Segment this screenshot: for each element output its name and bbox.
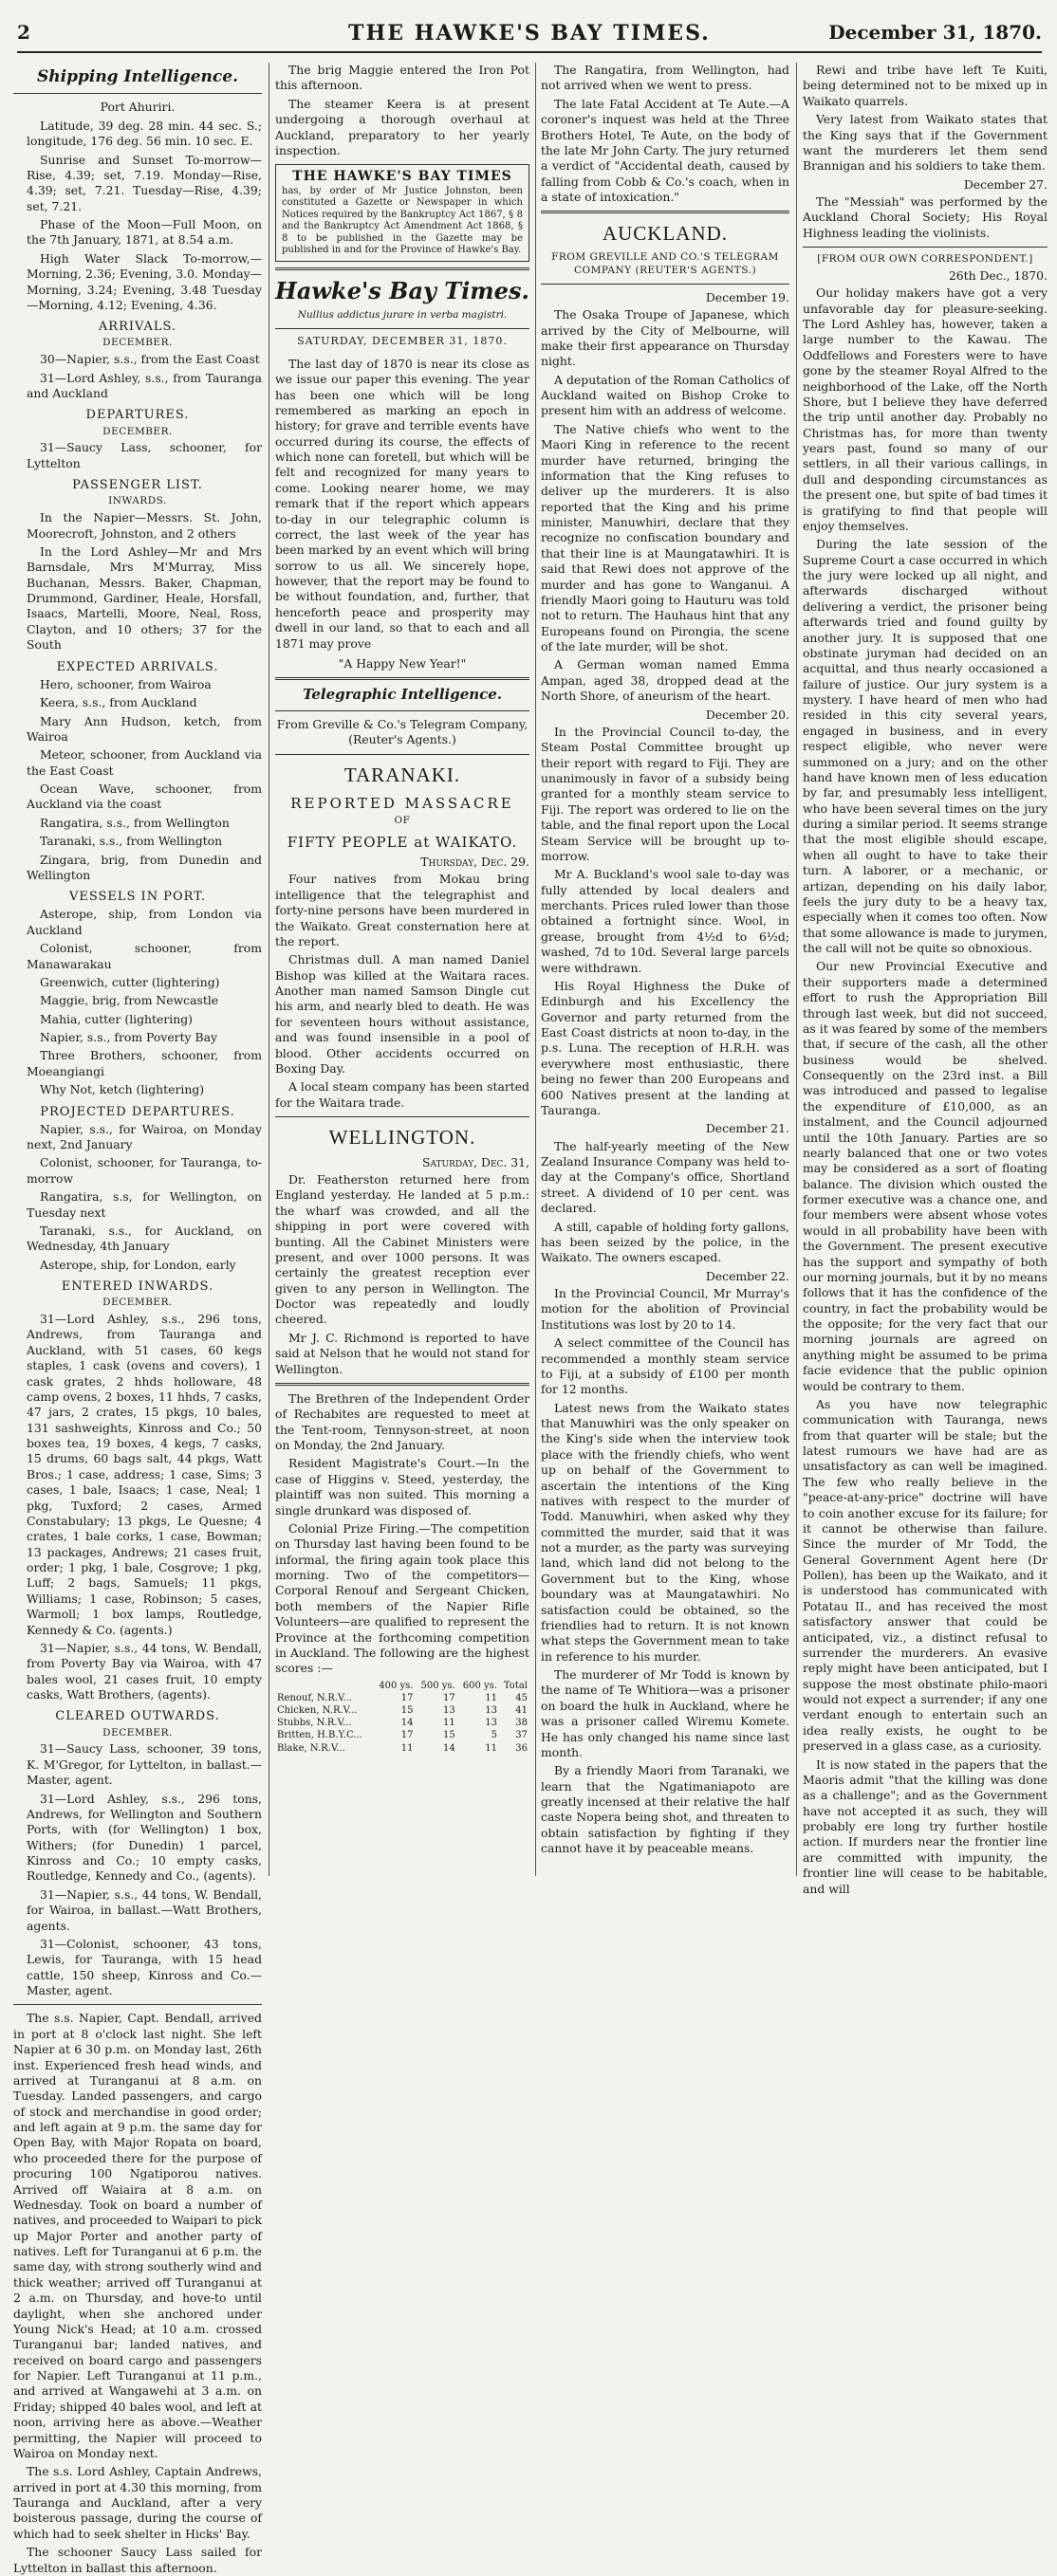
text-item: The brig Maggie entered the Iron Pot this afternoon. bbox=[275, 63, 529, 93]
wellington-paras bbox=[275, 1172, 529, 1377]
divider bbox=[275, 267, 529, 270]
text-item: A deputation of the Roman Catholics of Auckland waited on Bishop Croke to present him with an address of welcome. bbox=[541, 372, 789, 418]
text-item: Asterope, ship, from London via Auckland bbox=[27, 907, 262, 937]
scores-table bbox=[275, 1680, 529, 1755]
text-item: Taranaki, s.s., for Auckland, on Wednesday, 4th January bbox=[27, 1223, 262, 1254]
scores-cell: 13 bbox=[485, 1705, 497, 1717]
auckland-title: AUCKLAND. bbox=[602, 222, 729, 246]
massacre-of: OF bbox=[394, 815, 411, 827]
scores-cell: 5 bbox=[491, 1730, 497, 1741]
date-dec19: December 19. bbox=[705, 289, 789, 304]
text-item: As you have now telegraphic communication with Tauranga, news from that quarter will be stale; but the latest rumours we have had are as unsatisfactory as can well be imagined. The few who really believe in the "peace-at-any-price" doctrine will have to coin another excuse for its failure; for it cannot be otherwise than failure. Since the murder of Mr Todd, the General Government Agent here (Dr Pollen), has been up the Waikato, and it is understood has communicated with Potatau II., and has received the most satisfactory answer that could be anticipated, viz., a distinct refusal to surrender the murderers. An evasive reply might have been anticipated, but I suppose the most obstinate philo-maori would not expect a surrender; if any one verdant enough to entertain such an idea really exists, he ought to be preserved in a glass case, as a curiosity. bbox=[803, 1396, 1048, 1754]
text-item: Christmas dull. A man named Daniel Bishop was killed at the Waitara races. Another man named Samson Dingle cut his arm, and nearly bled to death. He was for seventeen hours without assistance, and was found insensible in a pool of blood. Other accidents occurred on Boxing Day. bbox=[275, 952, 529, 1076]
scores-cell: 11 bbox=[400, 1742, 414, 1754]
scores-cell: 45 bbox=[515, 1692, 528, 1703]
issue-date: December 31, 1870. bbox=[828, 21, 1042, 44]
date-dec20: December 20. bbox=[705, 707, 789, 722]
text-item: Dr. Featherston returned here from England yesterday. He landed at 5 p.m.: the wharf was crowded, and all the shipping in port were covered with bunting. All the Cabinet Ministers were present, and over 1000 persons. It was certainly the greatest reception ever given to any person in Wellington. The Doctor was repeatedly and loudly cheered. bbox=[275, 1172, 529, 1327]
text-item: 30—Napier, s.s., from the East Coast bbox=[40, 352, 260, 367]
taranaki-title: TARANAKI. bbox=[343, 763, 461, 786]
text-item: 31—Napier, s.s., 44 tons, W. Bendall, for Wairoa, in ballast.—Watt Brothers, agents. bbox=[27, 1886, 262, 1933]
dec22-paras bbox=[541, 1286, 789, 1857]
correspondent-date: 26th Dec., 1870. bbox=[948, 267, 1048, 283]
text-item: 31—Saucy Lass, schooner, for Lyttelton bbox=[27, 440, 262, 470]
scores-cell: 14 bbox=[442, 1742, 455, 1754]
text-item: Colonial Prize Firing.—The competition on Thursday last having been found to be informal, the firing again took place this morning. Two of the competitors—Corporal Renouf and Sergeant Chicken, both members of the Napier Rifle Volunteers—are qualified to represent the Province at the forthcoming competition in Auckland. The following are the highest scores :— bbox=[275, 1520, 529, 1676]
column-divider bbox=[796, 63, 797, 1876]
gazette-notice bbox=[275, 164, 529, 262]
divider bbox=[275, 754, 529, 755]
notice-body: has, by order of Mr Justice Johnston, been constituted a Gazette or Newspaper in which Notices required by the Bankruptcy Act 1867, § 8 and the Bankruptcy Act Amendment Act 1868, § 8 to be published in the Gazette may be published in and for the Province of Hawke's Bay. bbox=[282, 185, 523, 256]
motto: Nullius addictus jurare in verba magistri. bbox=[297, 309, 508, 322]
text-item: The schooner Saucy Lass sailed for Lyttelton in ballast this afternoon. bbox=[13, 2545, 262, 2575]
scores-cell: 11 bbox=[485, 1692, 497, 1703]
text-item: Ocean Wave, schooner, from Auckland via the coast bbox=[27, 782, 262, 812]
scores-header-cell: 500 ys. bbox=[420, 1680, 455, 1691]
section-heading-shipping: Shipping Intelligence. bbox=[37, 67, 238, 86]
entered-title: ENTERED INWARDS. bbox=[61, 1279, 214, 1295]
divider bbox=[541, 211, 789, 213]
divider bbox=[275, 1116, 529, 1117]
text-item: Mary Ann Hudson, ketch, from Wairoa bbox=[27, 713, 262, 744]
text-item: Latitude, 39 deg. 28 min. 44 sec. S.; longitude, 176 deg. 56 min. 10 sec. E. bbox=[27, 118, 262, 149]
text-item: A local steam company has been started for the Waitara trade. bbox=[275, 1079, 529, 1110]
telegraphic-source: From Greville & Co.'s Telegram Company, (Reuter's Agents.) bbox=[276, 717, 528, 747]
departures-list bbox=[13, 440, 262, 471]
divider bbox=[275, 328, 529, 329]
text-item: Rewi and tribe have left Te Kuiti, being determined not to be mixed up in Waikato quarrels. bbox=[803, 63, 1048, 108]
text-item: Sunrise and Sunset To-morrow—Rise, 4.39; set, 7.19. Monday—Rise, 4.39; set, 7.21. Tuesday—Rise, 4.39; set, 7.21. bbox=[27, 152, 262, 213]
cleared-month: DECEMBER. bbox=[102, 1726, 173, 1739]
departures-title: DEPARTURES. bbox=[85, 408, 190, 423]
projected-title: PROJECTED DEPARTURES. bbox=[40, 1104, 235, 1119]
text-item: A still, capable of holding forty gallons, has been seized by the police, in the Waikato. The owners escaped. bbox=[541, 1219, 789, 1265]
scores-cell: Britten, H.B.Y.C... bbox=[277, 1730, 362, 1741]
cleared-title: CLEARED OUTWARDS. bbox=[55, 1709, 220, 1724]
top-paras bbox=[803, 63, 1048, 175]
top-paras bbox=[541, 63, 789, 205]
auckland-source: FROM GREVILLE AND CO.'S TELEGRAM COMPANY (REUTER'S AGENTS.) bbox=[551, 251, 779, 276]
correspondent-title: [FROM OUR OWN CORRESPONDENT.] bbox=[817, 253, 1033, 266]
text-item: Greenwich, cutter (lightering) bbox=[40, 974, 220, 989]
text-item: The steamer Keera is at present undergoing a thorough overhaul at Auckland, preparatory to her yearly inspection. bbox=[275, 96, 529, 157]
text-item: The late Fatal Accident at Te Aute.—A coroner's inquest was held at the Three Brothers Hotel, Te Aute, on the body of the late Mr John Carty. The jury returned a verdict of "Accidental death, caused by falling from Cobb & Co.'s coach, when in a state of intoxication." bbox=[541, 96, 789, 204]
scores-row bbox=[275, 1742, 529, 1755]
divider bbox=[275, 1383, 529, 1386]
text-item: During the late session of the Supreme Court a case occurred in which the jury were locked up all night, and afterwards discharged without delivering a verdict, the prisoner being afterwards tried and found guilty by another jury. It is supposed that one obstinate juryman had decided on an acquittal, and thus nearly occasioned a failure of justice. Our jury system is a mystery. I have heard of men who had resided in this city several years, engaged in business, and in every respect eligible, who never were summoned on a jury; and on the other hand have known men of less education by far, and presumably less intelligent, who have been several times on the jury during a similar period. It seems strange that the most eligible should escape, when all ought to have to take their turn. A laborer, or a mechanic, or artizan, depending on his daily labor, feels the jury duty to be a heavy tax, especially when it comes too often. Now that some allowance is made to jurymen, the call will not be quite so obnoxious. bbox=[803, 537, 1048, 956]
masthead bbox=[17, 17, 1042, 53]
scores-cell: Stubbs, N.R.V... bbox=[277, 1718, 352, 1729]
text-item: Colonist, schooner, for Tauranga, to-morrow bbox=[27, 1155, 262, 1186]
projected-list bbox=[13, 1122, 262, 1273]
scores-header-row bbox=[275, 1680, 529, 1692]
text-item: In the Provincial Council, Mr Murray's motion for the abolition of Provincial Institutions was lost by 20 to 14. bbox=[541, 1286, 789, 1332]
text-item: A select committee of the Council has recommended a monthly steam service to Fiji, at a subsidy of £100 per month for 12 months. bbox=[541, 1335, 789, 1397]
text-item: 31—Lord Ashley, s.s., 296 tons, Andrews, from Tauranga and Auckland, with 51 cases, 60 kegs staples, 1 cask (ovens and covers), 1 cask grates, 2 hhds holloware, 48 camp ovens, 2 boxes, 11 hhds, 7 casks, 47 jars, 2 crates, 15 pkgs, 10 bales, 131 sashweights, Kinross and Co.; 50 boxes tea, 19 boxes, 4 kegs, 7 casks, 15 drums, 60 bags salt, 44 pkgs, Watt Bros.; 1 case, address; 1 case, Sims; 3 cases, 1 bale, Isaacs; 1 case, Neal; 1 pkg, Tuxford; 2 cases, Armed Constabulary; 13 pkgs, Le Quesne; 4 crates, 1 bale corks, 1 case, Bowman; 13 packages, Andrews; 21 cases fruit, order; 1 pkg, 1 bale, Cosgrove; 1 pkg, Luff; 2 bags, Samuels; 11 pkgs, Williams; 1 case, Robinson; 5 cases, Warmoll; 1 box lamps, Routledge, Kennedy & Co. (agents.) bbox=[27, 1312, 262, 1637]
divider bbox=[13, 2004, 262, 2005]
text-item: 31—Saucy Lass, schooner, 39 tons, K. M'Gregor, for Lyttelton, in ballast.—Master, agent. bbox=[27, 1741, 262, 1788]
shipping-notes bbox=[13, 2011, 262, 2576]
text-item: In the Provincial Council to-day, the Steam Postal Committee brought up their report with regard to Fiji. They are unanimously in favor of a subsidy being granted for a monthly steam service to Fiji. The report was ordered to lie on the table, and the final report upon the Local Steam Service will be brought up to-morrow. bbox=[541, 724, 789, 863]
expected-list bbox=[13, 677, 262, 884]
scores-cell: 36 bbox=[515, 1742, 528, 1754]
text-item: High Water Slack To-morrow,—Morning, 2.36; Evening, 3.0. Monday—Morning, 3.24; Evening, 3.48 Tuesday—Morning, 4.12; Evening, 4.36. bbox=[27, 250, 262, 312]
text-item: Colonist, schooner, from Manawarakau bbox=[27, 941, 262, 971]
text-item: The Osaka Troupe of Japanese, which arrived by the City of Melbourne, will make their first appearance on Thursday night. bbox=[541, 307, 789, 369]
port-title: Port Ahuriri. bbox=[100, 100, 176, 115]
text-item: His Royal Highness the Duke of Edinburgh and his Excellency the Governor and party returned from the East Coast districts at noon to-day, in the p.s. Luna. The reception of H.R.H. was everywhere most enthusiastic, there being no fewer than 200 Europeans and 600 Natives present at the landing at Tauranga. bbox=[541, 978, 789, 1117]
divider bbox=[803, 247, 1048, 248]
text-item: 31—Colonist, schooner, 43 tons, Lewis, for Tauranga, with 15 head cattle, 150 sheep, Kinross and Co.—Master, agent. bbox=[27, 1936, 262, 1998]
dec19-paras bbox=[541, 307, 789, 704]
vessels-list bbox=[13, 907, 262, 1097]
text-item: Mahia, cutter (lightering) bbox=[40, 1011, 193, 1026]
entered-month: DECEMBER. bbox=[102, 1297, 173, 1309]
text-item: Mr A. Buckland's wool sale to-day was fully attended by local dealers and merchants. Prices ruled lower than those obtained a fortnight since. Wool, in grease, brought from 4½d to 6½d; washed, 7d to 10d. Several large parcels were withdrawn. bbox=[541, 867, 789, 975]
intro-paras bbox=[275, 63, 529, 158]
text-item: Latest news from the Waikato states that Manuwhiri was the only speaker on the King's side when the interview took place with the friendly chiefs, who went up on behalf of the Government to ascertain the intentions of the King natives with respect to the murder of Todd. Manuwhiri, when asked why they committed the murder, said that it was not a murder, as the party was surveying land, which land did not belong to the Government but to the King, whose boundary was at Maungatawhiri. No satisfaction could be obtained, so the friendlies had to return. It is not known what steps the Government mean to take in reference to his murder. bbox=[541, 1400, 789, 1664]
text-item: It is now stated in the papers that the Maoris admit "that the killing was done as a challenge"; and as the Government have not accepted it as such, they will probably ere long try further hostile action. If murders near the frontier line are committed with impunity, the frontier line will cease to be habitable, and will bbox=[803, 1757, 1048, 1896]
scores-cell: 38 bbox=[515, 1718, 528, 1729]
scores-cell: 11 bbox=[485, 1742, 497, 1754]
text-item: Three Brothers, schooner, from Moeangiangi bbox=[27, 1048, 262, 1078]
scores-header-cell: 600 ys. bbox=[462, 1680, 497, 1691]
correspondent-paras bbox=[803, 285, 1048, 1897]
text-item: Keera, s.s., from Auckland bbox=[40, 695, 197, 710]
arrivals-list bbox=[13, 352, 262, 401]
expected-title: EXPECTED ARRIVALS. bbox=[56, 659, 219, 674]
scores-row bbox=[275, 1717, 529, 1729]
cleared-list bbox=[13, 1741, 262, 1998]
divider bbox=[275, 710, 529, 711]
column-divider bbox=[535, 63, 536, 1876]
text-item: Four natives from Mokau bring intelligence that the telegraphist and forty-nine persons have been murdered in the Waikato. Great consternation here at the report. bbox=[275, 872, 529, 948]
port-info bbox=[13, 119, 262, 314]
scores-cell: 13 bbox=[485, 1718, 497, 1729]
text-item: Our new Provincial Executive and their supporters made a determined effort to rush the Appropriation Bill through last week, but did not succeed, as it was feared by some of the members that, if secure of the cash, all the other business would be shelved. Consequently on the 23rd inst. a Bill was introduced and passed to legalise the expenditure of £10,000, as an instalment, and the Council adjourned until the 10th January. Parties are so nearly balanced that one or two votes may be considered as a sort of floating balance. The division which ousted the former executive was a chance one, and four members were absent whose votes would in all probability have been with the Government. The present executive has the support and sympathy of both our morning journals, but it by no means follows that it has the confidence of the country, in fact the probability would be the opposite; for the very fact that our morning journals are agreed on anything might be assumed to be prima facie evidence that the public opinion would be contrary to them. bbox=[803, 959, 1048, 1393]
scores-cell: 14 bbox=[400, 1718, 414, 1729]
departures-month: DECEMBER. bbox=[102, 425, 173, 437]
column-editorial bbox=[275, 63, 529, 1876]
text-item: The murderer of Mr Todd is known by the name of Te Whitiora—was a prisoner on board the hulk in Auckland, where he was a prisoner called Wiremu Komete. He has only changed his name since last month. bbox=[541, 1667, 789, 1759]
scores-row bbox=[275, 1729, 529, 1741]
text-item: 31—Lord Ashley, s.s., from Tauranga and Auckland bbox=[27, 370, 262, 401]
scores-row bbox=[275, 1692, 529, 1704]
text-item: The s.s. Lord Ashley, Captain Andrews, arrived in port at 4.30 this morning, from Tauranga and Auckland, after a very boisterous passage, during the course of which had to seek shelter in Hicks' Bay. bbox=[13, 2464, 262, 2541]
scores-cell: 17 bbox=[400, 1692, 414, 1703]
scores-header-cell bbox=[275, 1680, 373, 1692]
text-item: Rangatira, s.s., from Wellington bbox=[40, 815, 230, 830]
divider bbox=[13, 93, 262, 94]
text-item: In the Napier—Messrs. St. John, Moorecroft, Johnston, and 2 others bbox=[27, 510, 262, 541]
text-item: 31—Napier, s.s., 44 tons, W. Bendall, from Poverty Bay via Wairoa, with 47 bales wool, 21 cases fruit, 10 empty casks, Watt Brothers, (agents). bbox=[27, 1640, 262, 1702]
text-item: 31—Lord Ashley, s.s., 296 tons, Andrews, for Wellington and Southern Ports, with (for Wellington) 1 box, Withers; (for Dunedin) 1 parcel, Kinross and Co.; 10 empty casks, Routledge, Kennedy and Co., (agents). bbox=[27, 1791, 262, 1884]
scores-cell: Renouf, N.R.V... bbox=[277, 1692, 353, 1703]
passenger-list bbox=[13, 510, 262, 653]
text-item: The Native chiefs who went to the Maori King in reference to the recent murder have returned, bringing the information that the King refuses to deliver up the murderers. It is also reported that the King and his prime minister, Manuwhiri, declare that they recognize no confiscation boundary and that their line is at Maungatawhiri. It is said that Rewi does not approve of the murder and has gone to Wanganui. A friendly Maori going to Hauturu was told not to return. The Hauhaus hint that any Europeans found on Pirongia, the scene of the late murder, will be shot. bbox=[541, 421, 789, 654]
text-item: Rangatira, s.s, for Wellington, on Tuesday next bbox=[27, 1189, 262, 1220]
telegraphic-title: Telegraphic Intelligence. bbox=[302, 686, 503, 704]
arrivals-title: ARRIVALS. bbox=[98, 320, 177, 335]
column-auckland bbox=[541, 63, 789, 1876]
greeting: "A Happy New Year!" bbox=[338, 655, 467, 671]
dec21-paras bbox=[541, 1139, 789, 1266]
paper-title: Hawke's Bay Times. bbox=[275, 276, 529, 304]
column-shipping bbox=[13, 63, 262, 2575]
text-item: Hero, schooner, from Wairoa bbox=[40, 676, 212, 691]
scores-cell: 37 bbox=[515, 1730, 528, 1741]
dec20-paras bbox=[541, 725, 789, 1118]
scores-cell: 41 bbox=[515, 1705, 528, 1717]
scores-cell: 17 bbox=[442, 1692, 455, 1703]
scores-cell: Chicken, N.R.V... bbox=[277, 1705, 358, 1717]
text-item: Resident Magistrate's Court.—In the case of Higgins v. Steed, yesterday, the plaintiff was non suited. This morning a single drunkard was disposed of. bbox=[275, 1456, 529, 1518]
taranaki-paras bbox=[275, 872, 529, 1111]
scores-cell: 15 bbox=[442, 1730, 455, 1741]
passenger-sub: INWARDS. bbox=[108, 495, 167, 507]
divider bbox=[541, 284, 789, 285]
notice-title: THE HAWKE'S BAY TIMES bbox=[292, 169, 512, 185]
text-item: Napier, s.s., from Poverty Bay bbox=[40, 1030, 217, 1045]
text-item: A German woman named Emma Ampan, aged 38, dropped dead at the North Shore, of aneurism of the heart. bbox=[541, 657, 789, 704]
passenger-title: PASSENGER LIST. bbox=[72, 478, 203, 493]
text-item: Why Not, ketch (lightering) bbox=[40, 1082, 205, 1097]
text-item: Zingara, brig, from Dunedin and Wellington bbox=[27, 852, 262, 882]
date-dec22: December 22. bbox=[705, 1268, 789, 1283]
messiah-para: The "Messiah" was performed by the Auckland Choral Society; His Royal Highness leading the violinists. bbox=[803, 194, 1048, 240]
text-item: The Brethren of the Independent Order of Rechabites are requested to meet at the Tent-room, Tennyson-street, at noon on Monday, the 2nd January. bbox=[275, 1390, 529, 1453]
text-item: By a friendly Maori from Taranaki, we learn that the Ngatimaniapoto are greatly incensed at their relative the half caste Nopera being shot, and threaten to obtain satisfaction by fighting if they cannot have it by peaceable means. bbox=[541, 1763, 789, 1856]
text-item: Maggie, brig, from Newcastle bbox=[40, 993, 219, 1008]
scores-cell: 15 bbox=[400, 1705, 414, 1717]
divider bbox=[275, 677, 529, 680]
text-item: Meteor, schooner, from Auckland via the East Coast bbox=[27, 747, 262, 778]
massacre-headline: REPORTED MASSACRE bbox=[290, 794, 514, 812]
text-item: The Rangatira, from Wellington, had not arrived when we went to press. bbox=[541, 63, 789, 93]
newspaper-title: THE HAWKE'S BAY TIMES. bbox=[348, 21, 711, 46]
date-dec27: December 27. bbox=[963, 176, 1048, 192]
page-number: 2 bbox=[17, 21, 30, 44]
scores-cell: 17 bbox=[400, 1730, 414, 1741]
editorial-dateline: SATURDAY, DECEMBER 31, 1870. bbox=[297, 335, 508, 348]
text-item: Phase of the Moon—Full Moon, on the 7th January, 1871, at 8.54 a.m. bbox=[27, 217, 262, 248]
scores-cell: 11 bbox=[442, 1718, 455, 1729]
text-item: Napier, s.s., for Wairoa, on Monday next, 2nd January bbox=[27, 1121, 262, 1152]
scores-row bbox=[275, 1704, 529, 1717]
text-item: Taranaki, s.s., from Wellington bbox=[40, 834, 223, 849]
text-item: The s.s. Napier, Capt. Bendall, arrived in port at 8 o'clock last night. She left Napier at 6 30 p.m. on Monday last, 26th inst. Experienced fresh head winds, and arrived at Turanganui at 8 a.m. on Tuesday. Landed passengers, and cargo of stock and merchandise in good order; and left again at 9 p.m. the same day for Open Bay, with Major Ropata on board, who proceeded there for the purpose of procuring 100 Ngatiporou natives. Arrived off Waiaira at 8 a.m. on Wednesday. Took on board a number of natives, and proceeded to Waipari to pick up Major Porter and another party of natives. Left for Turanganui at 6 p.m. the same day, with strong southerly wind and thick weather; arrived off Turanganui at 2 a.m. on Thursday, and hove-to until daylight, when she anchored under Young Nick's Head; at 10 a.m. crossed Turanganui bar; landed natives, and received on board cargo and passengers for Napier. Left Turanganui at 11 p.m., and arrived at Wangawehi at 3 a.m. on Friday; shipped 40 bales wool, and left at noon, arriving here as above.—Weather permitting, the Napier will proceed to Wairoa on Monday next. bbox=[13, 2011, 262, 2460]
wellington-title: WELLINGTON. bbox=[328, 1126, 476, 1150]
date-dec21: December 21. bbox=[705, 1121, 789, 1136]
text-item: Asterope, ship, for London, early bbox=[40, 1257, 236, 1272]
scores-header-cell: 400 ys. bbox=[379, 1680, 414, 1691]
text-item: In the Lord Ashley—Mr and Mrs Barnsdale, Mrs M'Murray, Miss Buchanan, Messrs. Baker, Chapman, Drummond, Gardiner, Heale, Horsfall, Isaacs, Martelli, Moore, Neal, Ross, Clayton, and 10 others; 37 for the South bbox=[27, 543, 262, 653]
taranaki-date: Thursday, Dec. 29. bbox=[420, 855, 529, 870]
text-item: Our holiday makers have got a very unfavorable day for pleasure-seeking. The Lord Ashley has, however, taken a large number to the Kawau. The Oddfellows and Foresters were to have gone by the steamer Royal Alfred to the neighborhood of the Lake, off the North Shore, but I believe they have deferred the trip until another day. Probably no Christmas has, for more than twenty years past, found so many of our settlers, in all their various callings, in dull and desponding circumstances as the present one, but spite of bad times it is gratifying to find that people will enjoy themselves. bbox=[803, 285, 1048, 533]
arrivals-month: DECEMBER. bbox=[102, 337, 173, 349]
scores-header-cell: Total bbox=[503, 1680, 528, 1691]
scores-cell: Blake, N.R.V... bbox=[277, 1742, 345, 1754]
text-item: The half-yearly meeting of the New Zealand Insurance Company was held to-day at the Company's office, Shortland street. A dividend of 10 per cent. was declared. bbox=[541, 1138, 789, 1216]
wellington-date: Saturday, Dec. 31, bbox=[421, 1154, 529, 1169]
massacre-subhead: FIFTY PEOPLE at WAIKATO. bbox=[287, 834, 518, 852]
editorial-text: The last day of 1870 is near its close as we issue our paper this evening. The year has been one which will be long remembered as marking an epoch in history; for grave and terrible events have occurred during its course, the effects of which none can foretell, but which will be felt and recognized for many years to come. Looking nearer home, we may remark that if the report which appears to-day in our telegraphic column is correct, the last week of the year has been marked by an event which will bring sorrow to us all. We sincerely hope, however, that the report may be found to be without foundation, and, further, that henceforth peace and prosperity may dwell in our land, so that to each and all 1871 may prove bbox=[275, 356, 529, 651]
scores-cell: 13 bbox=[442, 1705, 455, 1717]
text-item: Mr J. C. Richmond is reported to have said at Nelson that he would not stand for Wellington. bbox=[275, 1330, 529, 1376]
entered-list bbox=[13, 1312, 262, 1702]
column-correspondent bbox=[803, 63, 1048, 1896]
text-item: Very latest from Waikato states that the King says that if the Government want the murderers let them send Brannigan and his soldiers to take them. bbox=[803, 112, 1048, 174]
local-paras bbox=[275, 1391, 529, 1677]
vessels-title: VESSELS IN PORT. bbox=[68, 890, 207, 905]
